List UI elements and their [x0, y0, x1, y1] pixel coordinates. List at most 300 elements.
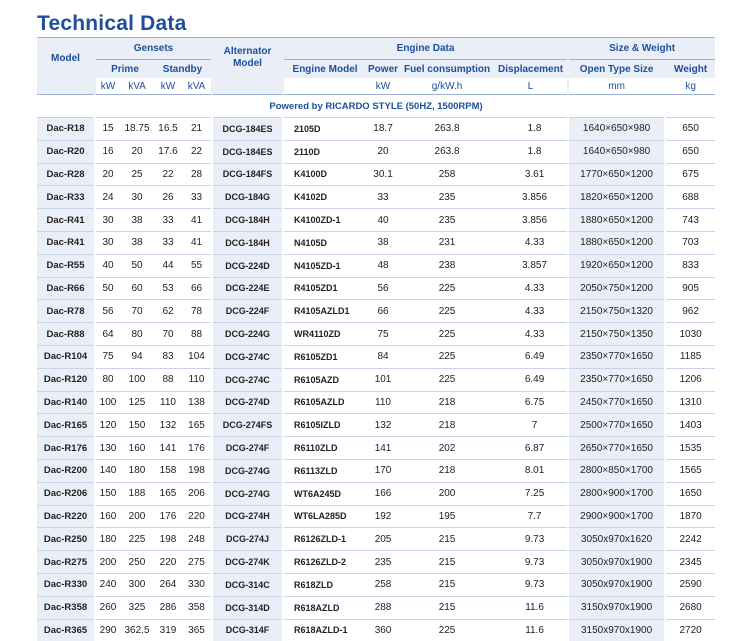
table-row: [37, 323, 715, 346]
open-type-size-cell: 3050x970x1900: [569, 573, 664, 596]
standby-kva-cell: 330: [182, 573, 211, 596]
fuel-consumption-cell: 263.8: [400, 140, 494, 163]
alternator-model-cell: DCG-274H: [213, 505, 282, 528]
displacement-cell: 3.61: [494, 163, 567, 186]
prime-kva-cell: 225: [120, 528, 154, 551]
engine-model-cell: N4105D: [284, 231, 366, 254]
power-cell: 40: [366, 209, 400, 232]
prime-kw-cell: 160: [96, 505, 120, 528]
header-prime: Prime: [96, 60, 154, 79]
open-type-size-cell: 2050×750×1200: [569, 277, 664, 300]
fuel-consumption-cell: 238: [400, 254, 494, 277]
power-cell: 84: [366, 345, 400, 368]
weight-cell: 905: [666, 277, 715, 300]
standby-kva-cell: 33: [182, 186, 211, 209]
unit-prime-kva: kVA: [120, 78, 154, 95]
alternator-model-cell: DCG-314D: [213, 596, 282, 619]
power-cell: 288: [366, 596, 400, 619]
alternator-model-cell: DCG-274G: [213, 482, 282, 505]
standby-kva-cell: 41: [182, 231, 211, 254]
prime-kva-cell: 200: [120, 505, 154, 528]
header-power: Power: [366, 60, 400, 79]
standby-kva-cell: 22: [182, 140, 211, 163]
model-cell: Dac-R78: [37, 300, 94, 323]
prime-kw-cell: 130: [96, 437, 120, 460]
header-gensets: Gensets: [96, 38, 211, 60]
standby-kw-cell: 17.6: [154, 140, 182, 163]
fuel-consumption-cell: 215: [400, 528, 494, 551]
displacement-cell: 6.75: [494, 391, 567, 414]
weight-cell: 1650: [666, 482, 715, 505]
engine-model-cell: K4102D: [284, 186, 366, 209]
weight-cell: 650: [666, 140, 715, 163]
open-type-size-cell: 2900×900×1700: [569, 505, 664, 528]
alternator-model-cell: DCG-314C: [213, 573, 282, 596]
prime-kva-cell: 300: [120, 573, 154, 596]
alternator-model-cell: DCG-184H: [213, 209, 282, 232]
fuel-consumption-cell: 218: [400, 391, 494, 414]
unit-size: mm: [569, 78, 664, 95]
displacement-cell: 6.49: [494, 345, 567, 368]
model-cell: Dac-R200: [37, 459, 94, 482]
header-displacement: Displacement: [494, 60, 567, 79]
prime-kw-cell: 180: [96, 528, 120, 551]
displacement-cell: 9.73: [494, 551, 567, 574]
prime-kva-cell: 18.75: [120, 118, 154, 141]
standby-kw-cell: 88: [154, 368, 182, 391]
unit-standby-kw: kW: [154, 78, 182, 95]
prime-kw-cell: 64: [96, 323, 120, 346]
model-cell: Dac-R33: [37, 186, 94, 209]
table-row: [37, 118, 715, 141]
power-cell: 20: [366, 140, 400, 163]
displacement-cell: 6.49: [494, 368, 567, 391]
open-type-size-cell: 1640×650×980: [569, 140, 664, 163]
standby-kw-cell: 158: [154, 459, 182, 482]
fuel-consumption-cell: 202: [400, 437, 494, 460]
standby-kva-cell: 275: [182, 551, 211, 574]
alternator-model-cell: DCG-274C: [213, 345, 282, 368]
open-type-size-cell: 3150x970x1900: [569, 596, 664, 619]
prime-kva-cell: 70: [120, 300, 154, 323]
engine-model-cell: R618AZLD-1: [284, 619, 366, 641]
fuel-consumption-cell: 225: [400, 300, 494, 323]
open-type-size-cell: 2150×750×1320: [569, 300, 664, 323]
standby-kw-cell: 176: [154, 505, 182, 528]
alternator-model-cell: DCG-274K: [213, 551, 282, 574]
header-engine-data: Engine Data: [284, 38, 567, 60]
weight-cell: 1310: [666, 391, 715, 414]
open-type-size-cell: 3050x970x1620: [569, 528, 664, 551]
engine-model-cell: N4105ZD-1: [284, 254, 366, 277]
standby-kva-cell: 104: [182, 345, 211, 368]
standby-kva-cell: 165: [182, 414, 211, 437]
open-type-size-cell: 2800×900×1700: [569, 482, 664, 505]
unit-prime-kw: kW: [96, 78, 120, 95]
model-cell: Dac-R88: [37, 323, 94, 346]
powered-by-banner: Powered by RICARDO STYLE (50HZ, 1500RPM): [269, 100, 483, 112]
unit-fuel: g/kW.h: [400, 78, 494, 95]
engine-model-cell: R6113ZLD: [284, 459, 366, 482]
prime-kva-cell: 20: [120, 140, 154, 163]
open-type-size-cell: 1770×650×1200: [569, 163, 664, 186]
prime-kva-cell: 80: [120, 323, 154, 346]
open-type-size-cell: 3050x970x1900: [569, 551, 664, 574]
fuel-consumption-cell: 200: [400, 482, 494, 505]
model-cell: Dac-R275: [37, 551, 94, 574]
table-row: [37, 528, 715, 551]
weight-cell: 1030: [666, 323, 715, 346]
fuel-consumption-cell: 225: [400, 619, 494, 641]
standby-kva-cell: 176: [182, 437, 211, 460]
prime-kw-cell: 100: [96, 391, 120, 414]
prime-kw-cell: 40: [96, 254, 120, 277]
weight-cell: 2680: [666, 596, 715, 619]
unit-displacement: L: [494, 78, 567, 95]
prime-kw-cell: 30: [96, 209, 120, 232]
fuel-consumption-cell: 195: [400, 505, 494, 528]
prime-kva-cell: 38: [120, 231, 154, 254]
table-row: [37, 437, 715, 460]
standby-kw-cell: 319: [154, 619, 182, 641]
engine-model-cell: WT6LA285D: [284, 505, 366, 528]
standby-kw-cell: 16.5: [154, 118, 182, 141]
fuel-consumption-cell: 258: [400, 163, 494, 186]
standby-kw-cell: 198: [154, 528, 182, 551]
model-cell: Dac-R120: [37, 368, 94, 391]
fuel-consumption-cell: 215: [400, 551, 494, 574]
standby-kw-cell: 33: [154, 231, 182, 254]
standby-kva-cell: 66: [182, 277, 211, 300]
alternator-model-cell: DCG-314F: [213, 619, 282, 641]
standby-kw-cell: 165: [154, 482, 182, 505]
model-cell: Dac-R165: [37, 414, 94, 437]
unit-standby-kva: kVA: [182, 78, 211, 95]
alternator-model-cell: DCG-184H: [213, 231, 282, 254]
prime-kw-cell: 260: [96, 596, 120, 619]
prime-kw-cell: 140: [96, 459, 120, 482]
standby-kva-cell: 358: [182, 596, 211, 619]
standby-kw-cell: 33: [154, 209, 182, 232]
power-cell: 48: [366, 254, 400, 277]
model-cell: Dac-R220: [37, 505, 94, 528]
table-row: [37, 505, 715, 528]
table-row: [37, 163, 715, 186]
weight-cell: 2242: [666, 528, 715, 551]
model-cell: Dac-R18: [37, 118, 94, 141]
engine-model-cell: R6126ZLD-1: [284, 528, 366, 551]
displacement-cell: 7.25: [494, 482, 567, 505]
power-cell: 75: [366, 323, 400, 346]
prime-kw-cell: 290: [96, 619, 120, 641]
table-row: [37, 414, 715, 437]
unit-weight: kg: [666, 78, 715, 95]
fuel-consumption-cell: 215: [400, 573, 494, 596]
weight-cell: 688: [666, 186, 715, 209]
alternator-model-cell: DCG-184ES: [213, 140, 282, 163]
header-fuel-consumption: Fuel consumption: [400, 60, 494, 79]
displacement-cell: 8.01: [494, 459, 567, 482]
prime-kw-cell: 50: [96, 277, 120, 300]
table-row: [37, 277, 715, 300]
model-cell: Dac-R20: [37, 140, 94, 163]
model-cell: Dac-R55: [37, 254, 94, 277]
standby-kva-cell: 248: [182, 528, 211, 551]
fuel-consumption-cell: 225: [400, 368, 494, 391]
displacement-cell: 9.73: [494, 573, 567, 596]
alternator-model-cell: DCG-224D: [213, 254, 282, 277]
standby-kw-cell: 132: [154, 414, 182, 437]
engine-model-cell: R6105IZLD: [284, 414, 366, 437]
weight-cell: 1870: [666, 505, 715, 528]
table-row: [37, 391, 715, 414]
prime-kw-cell: 200: [96, 551, 120, 574]
standby-kva-cell: 138: [182, 391, 211, 414]
engine-model-cell: R6105ZD1: [284, 345, 366, 368]
fuel-consumption-cell: 225: [400, 277, 494, 300]
alternator-model-cell: DCG-274J: [213, 528, 282, 551]
prime-kva-cell: 250: [120, 551, 154, 574]
fuel-consumption-cell: 225: [400, 345, 494, 368]
model-cell: Dac-R41: [37, 231, 94, 254]
alternator-model-cell: DCG-274F: [213, 437, 282, 460]
prime-kw-cell: 120: [96, 414, 120, 437]
model-cell: Dac-R28: [37, 163, 94, 186]
fuel-consumption-cell: 218: [400, 459, 494, 482]
header-open-type-size: Open Type Size: [569, 60, 664, 79]
prime-kw-cell: 20: [96, 163, 120, 186]
table-row: [37, 140, 715, 163]
engine-model-cell: K4100D: [284, 163, 366, 186]
open-type-size-cell: 2800×850×1700: [569, 459, 664, 482]
prime-kva-cell: 94: [120, 345, 154, 368]
standby-kw-cell: 26: [154, 186, 182, 209]
header-size-weight: Size & Weight: [569, 38, 715, 60]
fuel-consumption-cell: 215: [400, 596, 494, 619]
displacement-cell: 4.33: [494, 300, 567, 323]
displacement-cell: 1.8: [494, 140, 567, 163]
prime-kva-cell: 180: [120, 459, 154, 482]
model-cell: Dac-R176: [37, 437, 94, 460]
engine-model-cell: R618ZLD: [284, 573, 366, 596]
prime-kva-cell: 325: [120, 596, 154, 619]
fuel-consumption-cell: 235: [400, 186, 494, 209]
open-type-size-cell: 1880×650×1200: [569, 231, 664, 254]
prime-kva-cell: 38: [120, 209, 154, 232]
displacement-cell: 7: [494, 414, 567, 437]
weight-cell: 1403: [666, 414, 715, 437]
engine-model-cell: WT6A245D: [284, 482, 366, 505]
fuel-consumption-cell: 263.8: [400, 118, 494, 141]
prime-kva-cell: 25: [120, 163, 154, 186]
weight-cell: 703: [666, 231, 715, 254]
standby-kva-cell: 110: [182, 368, 211, 391]
alternator-model-cell: DCG-184FS: [213, 163, 282, 186]
power-cell: 141: [366, 437, 400, 460]
header-weight: Weight: [666, 60, 715, 79]
standby-kva-cell: 365: [182, 619, 211, 641]
weight-cell: 650: [666, 118, 715, 141]
standby-kw-cell: 70: [154, 323, 182, 346]
table-row: [37, 300, 715, 323]
alternator-model-cell: DCG-184G: [213, 186, 282, 209]
standby-kva-cell: 78: [182, 300, 211, 323]
displacement-cell: 4.33: [494, 323, 567, 346]
displacement-cell: 7.7: [494, 505, 567, 528]
displacement-cell: 11.6: [494, 596, 567, 619]
standby-kva-cell: 88: [182, 323, 211, 346]
prime-kva-cell: 50: [120, 254, 154, 277]
standby-kva-cell: 41: [182, 209, 211, 232]
prime-kw-cell: 30: [96, 231, 120, 254]
model-cell: Dac-R206: [37, 482, 94, 505]
header-model: Model: [37, 38, 94, 79]
open-type-size-cell: 2350×770×1650: [569, 345, 664, 368]
standby-kw-cell: 22: [154, 163, 182, 186]
power-cell: 132: [366, 414, 400, 437]
model-cell: Dac-R330: [37, 573, 94, 596]
power-cell: 166: [366, 482, 400, 505]
weight-cell: 962: [666, 300, 715, 323]
weight-cell: 743: [666, 209, 715, 232]
prime-kw-cell: 56: [96, 300, 120, 323]
table-row: [37, 368, 715, 391]
prime-kva-cell: 150: [120, 414, 154, 437]
prime-kw-cell: 240: [96, 573, 120, 596]
unit-power: kW: [366, 78, 400, 95]
open-type-size-cell: 1640×650×980: [569, 118, 664, 141]
prime-kw-cell: 150: [96, 482, 120, 505]
engine-model-cell: R4105ZD1: [284, 277, 366, 300]
displacement-cell: 3.856: [494, 209, 567, 232]
prime-kva-cell: 125: [120, 391, 154, 414]
header-engine-model: Engine Model: [284, 60, 366, 79]
standby-kw-cell: 83: [154, 345, 182, 368]
standby-kw-cell: 53: [154, 277, 182, 300]
model-cell: Dac-R365: [37, 619, 94, 641]
open-type-size-cell: 2650×770×1650: [569, 437, 664, 460]
model-cell: Dac-R66: [37, 277, 94, 300]
power-cell: 66: [366, 300, 400, 323]
table-row: [37, 231, 715, 254]
table-row: [37, 345, 715, 368]
open-type-size-cell: 1880×650×1200: [569, 209, 664, 232]
header-standby: Standby: [154, 60, 211, 79]
engine-model-cell: 2105D: [284, 118, 366, 141]
prime-kva-cell: 60: [120, 277, 154, 300]
page-title: Technical Data: [37, 12, 187, 35]
open-type-size-cell: 2450×770×1650: [569, 391, 664, 414]
engine-model-cell: R618AZLD: [284, 596, 366, 619]
table-row: [37, 573, 715, 596]
standby-kva-cell: 28: [182, 163, 211, 186]
displacement-cell: 11.6: [494, 619, 567, 641]
table-row: [37, 596, 715, 619]
weight-cell: 1535: [666, 437, 715, 460]
weight-cell: 2720: [666, 619, 715, 641]
displacement-cell: 1.8: [494, 118, 567, 141]
alternator-model-cell: DCG-274G: [213, 459, 282, 482]
engine-model-cell: 2110D: [284, 140, 366, 163]
power-cell: 38: [366, 231, 400, 254]
alternator-model-cell: DCG-224E: [213, 277, 282, 300]
fuel-consumption-cell: 218: [400, 414, 494, 437]
standby-kva-cell: 55: [182, 254, 211, 277]
fuel-consumption-cell: 235: [400, 209, 494, 232]
weight-cell: 675: [666, 163, 715, 186]
model-cell: Dac-R250: [37, 528, 94, 551]
prime-kva-cell: 188: [120, 482, 154, 505]
power-cell: 101: [366, 368, 400, 391]
standby-kva-cell: 206: [182, 482, 211, 505]
model-cell: Dac-R140: [37, 391, 94, 414]
power-cell: 33: [366, 186, 400, 209]
weight-cell: 2345: [666, 551, 715, 574]
header-alternator-model: Alternator Model: [213, 38, 282, 79]
open-type-size-cell: 1820×650×1200: [569, 186, 664, 209]
open-type-size-cell: 2350×770×1650: [569, 368, 664, 391]
power-cell: 258: [366, 573, 400, 596]
prime-kw-cell: 15: [96, 118, 120, 141]
table-row: [37, 209, 715, 232]
open-type-size-cell: 2150×750×1350: [569, 323, 664, 346]
open-type-size-cell: 2500×770×1650: [569, 414, 664, 437]
alternator-model-cell: DCG-274FS: [213, 414, 282, 437]
power-cell: 360: [366, 619, 400, 641]
fuel-consumption-cell: 225: [400, 323, 494, 346]
power-cell: 235: [366, 551, 400, 574]
standby-kva-cell: 198: [182, 459, 211, 482]
power-cell: 30.1: [366, 163, 400, 186]
alternator-model-cell: DCG-224G: [213, 323, 282, 346]
power-cell: 192: [366, 505, 400, 528]
table-row: [37, 459, 715, 482]
prime-kva-cell: 30: [120, 186, 154, 209]
table-row: [37, 551, 715, 574]
alternator-model-cell: DCG-184ES: [213, 118, 282, 141]
engine-model-cell: R4105AZLD1: [284, 300, 366, 323]
standby-kw-cell: 220: [154, 551, 182, 574]
alternator-model-cell: DCG-224F: [213, 300, 282, 323]
fuel-consumption-cell: 231: [400, 231, 494, 254]
engine-model-cell: R6126ZLD-2: [284, 551, 366, 574]
alternator-model-cell: DCG-274C: [213, 368, 282, 391]
prime-kw-cell: 24: [96, 186, 120, 209]
model-cell: Dac-R358: [37, 596, 94, 619]
standby-kw-cell: 286: [154, 596, 182, 619]
power-cell: 205: [366, 528, 400, 551]
power-cell: 110: [366, 391, 400, 414]
table-row: [37, 619, 715, 641]
prime-kva-cell: 362.5: [120, 619, 154, 641]
displacement-cell: 9.73: [494, 528, 567, 551]
power-cell: 170: [366, 459, 400, 482]
engine-model-cell: K4100ZD-1: [284, 209, 366, 232]
prime-kva-cell: 160: [120, 437, 154, 460]
table-row: [37, 254, 715, 277]
technical-data-table: [37, 37, 715, 641]
engine-model-cell: WR4110ZD: [284, 323, 366, 346]
displacement-cell: 4.33: [494, 231, 567, 254]
power-cell: 56: [366, 277, 400, 300]
prime-kw-cell: 75: [96, 345, 120, 368]
table-row: [37, 482, 715, 505]
prime-kw-cell: 16: [96, 140, 120, 163]
power-cell: 18.7: [366, 118, 400, 141]
technical-data-table-container: [37, 37, 715, 641]
displacement-cell: 6.87: [494, 437, 567, 460]
standby-kw-cell: 44: [154, 254, 182, 277]
